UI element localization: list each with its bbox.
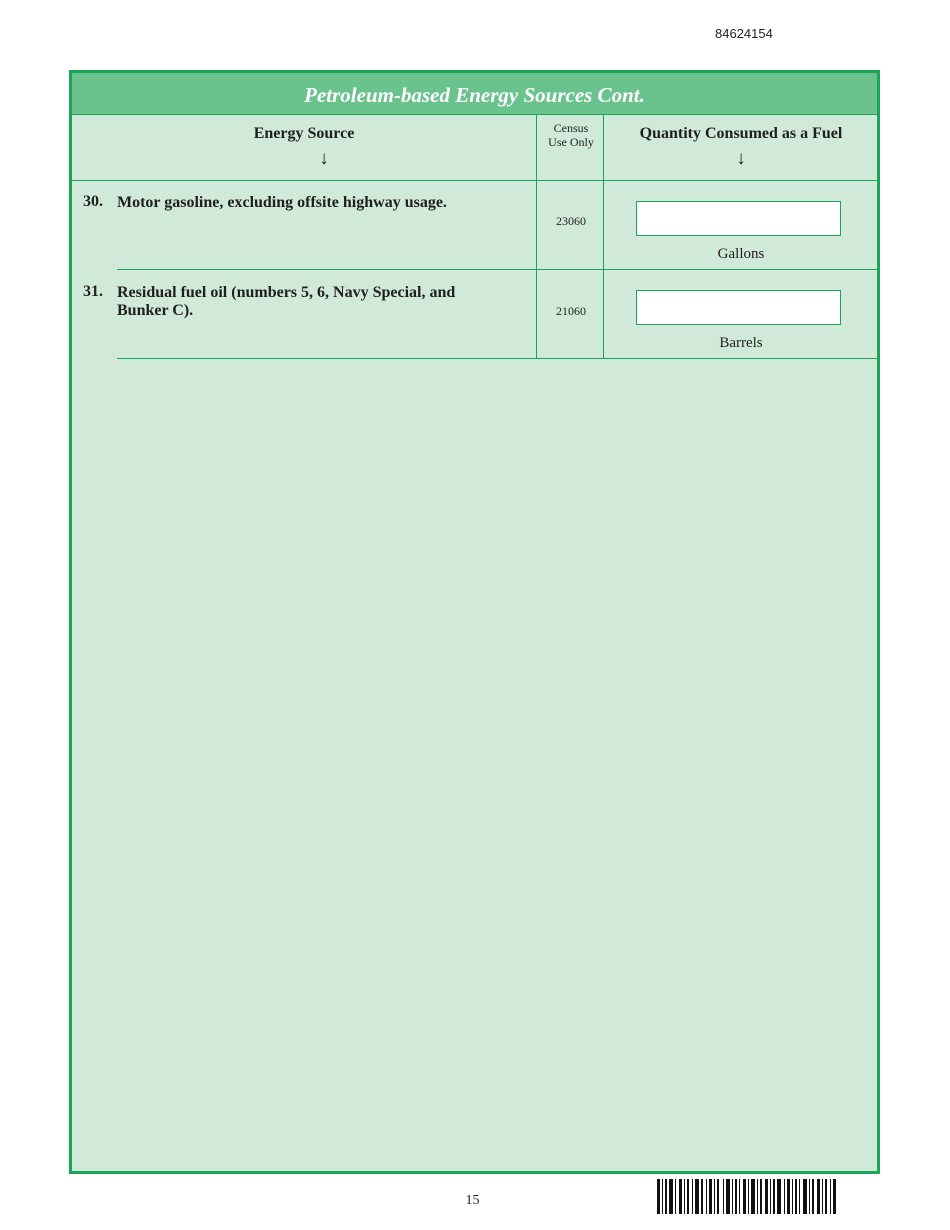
census-use-only-header <box>539 121 603 149</box>
page-number: 15 <box>465 1193 480 1208</box>
row-description-line: Residual fuel oil (numbers 5, 6, Navy Special, and <box>117 284 456 301</box>
census-header-line2: Use Only <box>548 135 594 149</box>
energy-source-header <box>72 125 536 143</box>
row-number: 31. <box>83 283 103 300</box>
row-rule <box>117 269 877 270</box>
barcode <box>657 1179 837 1214</box>
column-divider <box>603 115 604 359</box>
down-arrow-icon: ↓ <box>319 148 329 169</box>
gallons-input[interactable] <box>636 201 841 236</box>
unit-label: Barrels <box>719 335 763 351</box>
down-arrow-icon: ↓ <box>736 148 746 169</box>
energy-source-header-label: Energy Source <box>253 125 355 142</box>
row-description-line: Bunker C). <box>117 302 194 319</box>
row-description <box>117 284 497 320</box>
unit-label: Gallons <box>717 246 765 262</box>
quantity-header <box>606 125 876 143</box>
barrels-input[interactable] <box>636 290 841 325</box>
row-description <box>117 194 497 212</box>
row-rule <box>117 358 877 359</box>
header-rule <box>72 180 877 181</box>
census-code: 23060 <box>556 214 586 228</box>
row-description-line: Motor gasoline, excluding offsite highway usage. <box>117 194 447 211</box>
section-title: Petroleum-based Energy Sources Cont. <box>72 73 877 115</box>
form-id: 84624154 <box>715 26 773 41</box>
census-header-line1: Census <box>553 121 589 135</box>
census-code: 21060 <box>556 304 586 318</box>
row-number: 30. <box>83 193 103 210</box>
quantity-header-label: Quantity Consumed as a Fuel <box>639 125 843 142</box>
petroleum-section-panel <box>69 70 880 1174</box>
